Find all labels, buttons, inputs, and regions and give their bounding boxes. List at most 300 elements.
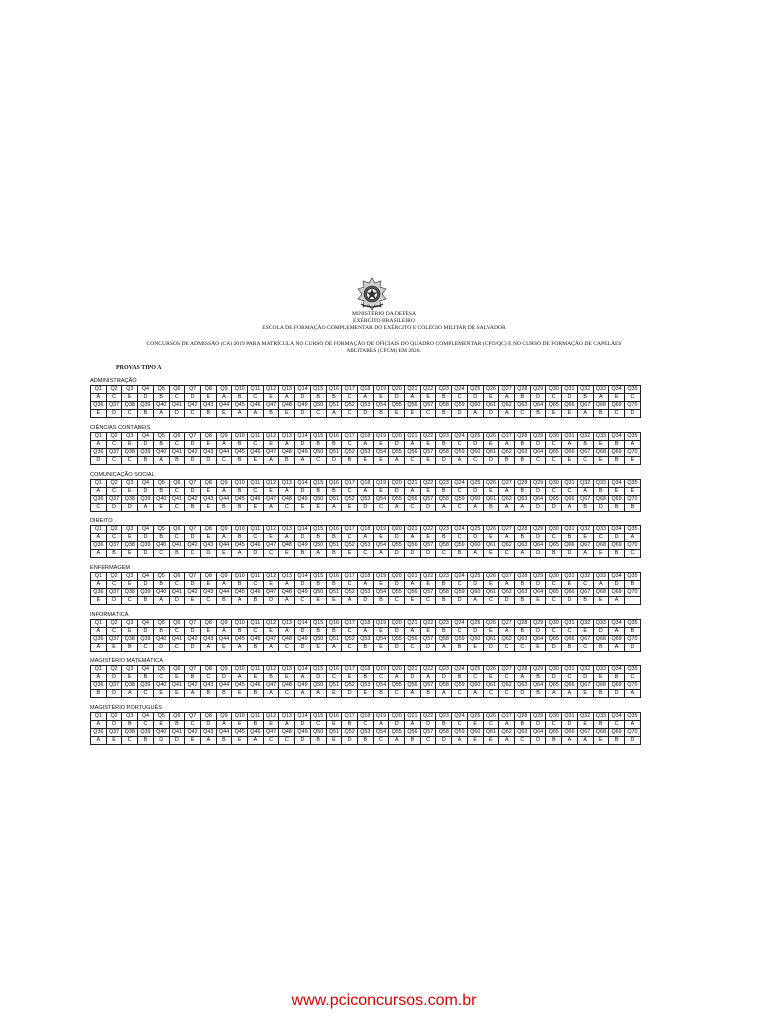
question-number-cell: Q70 (624, 682, 640, 690)
answer-cell: B (436, 721, 452, 729)
answer-cell: D (153, 737, 169, 745)
question-number-cell: Q44 (216, 589, 232, 597)
answer-cell: B (514, 597, 530, 605)
question-number-cell: Q19 (373, 386, 389, 394)
answer-cell: B (436, 394, 452, 402)
answer-row (91, 644, 641, 652)
question-number-cell: Q49 (295, 542, 311, 550)
answer-cell: E (263, 581, 279, 589)
question-number-cell: Q23 (436, 526, 452, 534)
question-number-cell: Q50 (310, 449, 326, 457)
question-number-cell: Q48 (279, 589, 295, 597)
question-number-cell: Q2 (106, 526, 122, 534)
answer-row (91, 457, 641, 465)
question-number-cell: Q64 (530, 682, 546, 690)
question-number-cell: Q4 (138, 480, 154, 488)
question-number-cell: Q67 (577, 729, 593, 737)
answer-cell: B (436, 581, 452, 589)
answer-cell: E (593, 737, 609, 745)
answer-cell: A (357, 628, 373, 636)
answer-cell: E (467, 644, 483, 652)
question-number-cell: Q66 (562, 589, 578, 597)
question-number-cell: Q55 (389, 589, 405, 597)
question-number-cell: Q67 (577, 542, 593, 550)
answer-cell: B (357, 674, 373, 682)
question-number-cell: Q50 (310, 496, 326, 504)
answer-cell: C (185, 550, 201, 558)
answer-cell: D (138, 550, 154, 558)
answer-cell: C (169, 628, 185, 636)
question-number-cell: Q50 (310, 402, 326, 410)
question-number-cell: Q54 (373, 682, 389, 690)
answer-cell: E (389, 410, 405, 418)
answer-cell: E (216, 410, 232, 418)
answer-cell: D (452, 597, 468, 605)
question-number-cell: Q46 (248, 589, 264, 597)
answer-cell: E (263, 441, 279, 449)
question-number-cell: Q35 (624, 480, 640, 488)
question-number-cell: Q11 (248, 480, 264, 488)
question-number-cell: Q13 (279, 713, 295, 721)
answer-cell: D (530, 628, 546, 636)
question-number-cell: Q24 (452, 573, 468, 581)
question-number-cell: Q12 (263, 526, 279, 534)
answer-cell: E (373, 441, 389, 449)
answer-cell: B (310, 581, 326, 589)
question-number-cell: Q11 (248, 620, 264, 628)
answer-cell: E (185, 597, 201, 605)
answer-cell: B (326, 488, 342, 496)
answer-cell: D (546, 504, 562, 512)
answer-cell: D (216, 674, 232, 682)
answer-cell: B (326, 441, 342, 449)
answer-cell: A (577, 488, 593, 496)
question-number-cell: Q1 (91, 713, 107, 721)
question-number-cell: Q4 (138, 620, 154, 628)
answer-cell: C (452, 690, 468, 698)
question-number-row (91, 480, 641, 488)
answer-grid (90, 619, 641, 652)
question-number-cell: Q60 (467, 636, 483, 644)
question-number-cell: Q36 (91, 542, 107, 550)
answer-cell: C (405, 644, 421, 652)
answer-cell: B (248, 644, 264, 652)
answer-cell: E (122, 674, 138, 682)
question-number-cell: Q33 (593, 433, 609, 441)
question-number-cell: Q19 (373, 666, 389, 674)
answer-cell: B (546, 737, 562, 745)
answer-cell: A (91, 550, 107, 558)
question-number-cell: Q6 (169, 526, 185, 534)
answer-cell: B (593, 690, 609, 698)
question-number-cell: Q29 (530, 620, 546, 628)
question-number-cell: Q20 (389, 666, 405, 674)
answer-cell: E (373, 581, 389, 589)
answer-cell: A (514, 674, 530, 682)
answer-cell: D (436, 674, 452, 682)
question-number-cell: Q36 (91, 449, 107, 457)
question-number-cell: Q20 (389, 620, 405, 628)
question-number-cell: Q38 (122, 636, 138, 644)
answer-cell: C (169, 644, 185, 652)
answer-cell: B (593, 410, 609, 418)
question-number-cell: Q37 (106, 402, 122, 410)
question-number-cell: Q37 (106, 636, 122, 644)
question-number-cell: Q54 (373, 636, 389, 644)
question-number-cell: Q33 (593, 386, 609, 394)
answer-cell: B (122, 644, 138, 652)
answer-cell: A (263, 457, 279, 465)
question-number-cell: Q14 (295, 526, 311, 534)
answer-cell: B (310, 737, 326, 745)
answer-cell: B (609, 550, 625, 558)
question-number-cell: Q13 (279, 386, 295, 394)
answer-cell: E (342, 674, 358, 682)
question-number-cell: Q38 (122, 589, 138, 597)
question-number-cell: Q63 (514, 636, 530, 644)
answer-cell: B (514, 457, 530, 465)
answer-cell: C (389, 690, 405, 698)
answer-cell: A (389, 504, 405, 512)
question-number-cell: Q45 (232, 402, 248, 410)
question-number-cell: Q42 (185, 682, 201, 690)
answer-cell: B (169, 721, 185, 729)
answer-cell: E (593, 550, 609, 558)
question-number-cell: Q44 (216, 682, 232, 690)
answer-cell: D (420, 504, 436, 512)
question-number-cell: Q10 (232, 433, 248, 441)
question-number-row (91, 682, 641, 690)
question-number-cell: Q53 (357, 496, 373, 504)
question-number-cell: Q11 (248, 666, 264, 674)
question-number-cell: Q36 (91, 402, 107, 410)
answer-cell: A (577, 737, 593, 745)
question-number-cell: Q62 (499, 496, 515, 504)
question-number-cell: Q46 (248, 496, 264, 504)
question-number-cell: Q10 (232, 713, 248, 721)
answer-cell: C (483, 690, 499, 698)
question-number-cell: Q60 (467, 402, 483, 410)
answer-cell: C (342, 410, 358, 418)
answer-cell: D (389, 441, 405, 449)
answer-cell: E (624, 488, 640, 496)
answer-cell: E (373, 488, 389, 496)
answer-cell: B (216, 737, 232, 745)
question-number-row (91, 496, 641, 504)
answer-cell: D (467, 581, 483, 589)
answer-cell: A (216, 394, 232, 402)
answer-cell: B (153, 441, 169, 449)
answer-cell: C (624, 674, 640, 682)
answer-cell: C (357, 550, 373, 558)
question-number-cell: Q8 (200, 433, 216, 441)
question-number-cell: Q27 (499, 433, 515, 441)
question-number-cell: Q21 (405, 573, 421, 581)
answer-row (91, 628, 641, 636)
answer-cell: D (389, 721, 405, 729)
question-number-cell: Q23 (436, 620, 452, 628)
answer-cell: D (609, 534, 625, 542)
answer-cell: A (91, 628, 107, 636)
answer-cell: C (373, 504, 389, 512)
answer-cell: B (310, 441, 326, 449)
footer-website-link[interactable]: www.pciconcursos.com.br (291, 992, 477, 1009)
question-number-cell: Q55 (389, 682, 405, 690)
question-number-cell: Q58 (436, 636, 452, 644)
question-number-cell: Q12 (263, 480, 279, 488)
answer-cell: C (279, 690, 295, 698)
answer-cell: E (106, 737, 122, 745)
question-number-cell: Q69 (609, 682, 625, 690)
question-number-cell: Q20 (389, 386, 405, 394)
answer-cell: E (530, 597, 546, 605)
question-number-cell: Q2 (106, 573, 122, 581)
question-number-cell: Q48 (279, 682, 295, 690)
question-number-cell: Q28 (514, 620, 530, 628)
answer-cell: A (405, 581, 421, 589)
question-number-cell: Q17 (342, 433, 358, 441)
answer-cell: A (342, 597, 358, 605)
question-number-cell: Q36 (91, 496, 107, 504)
question-number-cell: Q9 (216, 526, 232, 534)
question-number-cell: Q47 (263, 496, 279, 504)
answer-cell: C (452, 581, 468, 589)
answer-cell: D (389, 550, 405, 558)
question-number-cell: Q12 (263, 573, 279, 581)
answer-cell: D (436, 737, 452, 745)
answer-row (91, 410, 641, 418)
question-number-cell: Q52 (342, 729, 358, 737)
question-number-cell: Q1 (91, 526, 107, 534)
question-number-cell: Q50 (310, 729, 326, 737)
question-number-cell: Q39 (138, 542, 154, 550)
answer-cell: A (373, 550, 389, 558)
answer-cell: E (357, 457, 373, 465)
answer-cell: A (200, 737, 216, 745)
answer-cell: A (91, 441, 107, 449)
answer-cell: A (91, 644, 107, 652)
answer-cell: B (232, 457, 248, 465)
answer-cell: B (420, 690, 436, 698)
question-number-cell: Q9 (216, 713, 232, 721)
answer-cell: A (624, 534, 640, 542)
answer-cell: D (138, 488, 154, 496)
question-number-cell: Q8 (200, 386, 216, 394)
answer-cell: B (373, 410, 389, 418)
question-number-cell: Q48 (279, 496, 295, 504)
answer-cell: E (326, 690, 342, 698)
answer-cell: C (452, 394, 468, 402)
answer-cell: E (577, 690, 593, 698)
answer-row (91, 721, 641, 729)
question-number-cell: Q1 (91, 480, 107, 488)
question-number-cell: Q32 (577, 386, 593, 394)
question-number-cell: Q3 (122, 433, 138, 441)
question-number-cell: Q49 (295, 729, 311, 737)
answer-cell: B (530, 410, 546, 418)
answer-cell: D (138, 534, 154, 542)
question-number-cell: Q17 (342, 666, 358, 674)
answer-cell: D (185, 628, 201, 636)
answer-cell: D (248, 550, 264, 558)
question-number-row (91, 542, 641, 550)
question-number-cell: Q60 (467, 496, 483, 504)
question-number-cell: Q65 (546, 589, 562, 597)
question-number-cell: Q41 (169, 589, 185, 597)
answer-cell: A (91, 674, 107, 682)
answer-cell: A (420, 674, 436, 682)
answer-cell: C (562, 488, 578, 496)
question-number-cell: Q18 (357, 573, 373, 581)
question-number-cell: Q59 (452, 496, 468, 504)
question-number-cell: Q43 (200, 449, 216, 457)
question-number-cell: Q66 (562, 449, 578, 457)
question-number-cell: Q39 (138, 682, 154, 690)
answer-cell: D (530, 504, 546, 512)
answer-cell: C (279, 644, 295, 652)
section-title: COMUNICAÇÃO SOCIAL (90, 472, 155, 478)
question-number-cell: Q64 (530, 496, 546, 504)
question-number-cell: Q62 (499, 589, 515, 597)
answer-cell: D (499, 597, 515, 605)
question-number-cell: Q12 (263, 386, 279, 394)
question-number-cell: Q26 (483, 620, 499, 628)
question-number-cell: Q4 (138, 666, 154, 674)
question-number-cell: Q68 (593, 636, 609, 644)
question-number-cell: Q5 (153, 573, 169, 581)
answer-cell: D (106, 410, 122, 418)
answer-cell: E (483, 628, 499, 636)
question-number-cell: Q27 (499, 526, 515, 534)
answer-cell: A (577, 550, 593, 558)
answer-cell: B (153, 581, 169, 589)
question-number-cell: Q53 (357, 682, 373, 690)
question-number-cell: Q32 (577, 433, 593, 441)
section-title: CIÊNCIAS CONTÁBEIS (90, 425, 151, 431)
answer-cell: D (185, 581, 201, 589)
answer-cell: E (420, 457, 436, 465)
answer-cell: B (248, 597, 264, 605)
question-number-cell: Q14 (295, 386, 311, 394)
answer-cell: C (200, 674, 216, 682)
answer-cell: E (483, 441, 499, 449)
question-number-cell: Q65 (546, 402, 562, 410)
question-number-cell: Q67 (577, 496, 593, 504)
answer-cell: C (342, 644, 358, 652)
answer-cell: E (420, 441, 436, 449)
answer-cell: A (279, 534, 295, 542)
question-number-cell: Q17 (342, 573, 358, 581)
answer-cell: D (389, 581, 405, 589)
question-number-cell: Q63 (514, 682, 530, 690)
answer-cell: D (295, 441, 311, 449)
question-number-cell: Q58 (436, 729, 452, 737)
question-number-cell: Q55 (389, 496, 405, 504)
answer-cell: B (153, 488, 169, 496)
answer-cell: D (342, 690, 358, 698)
question-number-cell: Q40 (153, 402, 169, 410)
question-number-cell: Q61 (483, 542, 499, 550)
answer-cell: A (216, 441, 232, 449)
answer-cell: A (499, 441, 515, 449)
question-number-cell: Q35 (624, 713, 640, 721)
answer-cell: C (310, 457, 326, 465)
question-number-cell: Q24 (452, 713, 468, 721)
answer-cell: A (122, 690, 138, 698)
answer-cell: A (91, 488, 107, 496)
answer-cell: D (405, 550, 421, 558)
question-number-cell: Q19 (373, 713, 389, 721)
question-number-cell: Q6 (169, 480, 185, 488)
answer-cell: D (546, 644, 562, 652)
answer-cell: D (389, 644, 405, 652)
answer-cell: C (609, 410, 625, 418)
question-number-cell: Q17 (342, 620, 358, 628)
answer-cell: B (514, 721, 530, 729)
answer-cell: B (310, 394, 326, 402)
question-number-cell: Q59 (452, 682, 468, 690)
answer-cell: E (248, 457, 264, 465)
question-number-cell: Q3 (122, 666, 138, 674)
answer-cell: C (106, 394, 122, 402)
question-number-cell: Q56 (405, 542, 421, 550)
answer-cell: D (467, 534, 483, 542)
question-number-cell: Q54 (373, 449, 389, 457)
question-number-cell: Q51 (326, 542, 342, 550)
answer-cell: E (279, 410, 295, 418)
question-number-cell: Q13 (279, 573, 295, 581)
answer-cell: E (248, 504, 264, 512)
question-number-cell: Q26 (483, 386, 499, 394)
answer-cell: C (279, 504, 295, 512)
answer-cell: A (91, 534, 107, 542)
question-number-cell: Q14 (295, 620, 311, 628)
answer-cell: E (357, 690, 373, 698)
answer-grid (90, 525, 641, 558)
question-number-cell: Q47 (263, 729, 279, 737)
answer-cell: B (577, 394, 593, 402)
answer-cell: D (295, 410, 311, 418)
answer-cell: D (185, 441, 201, 449)
question-number-cell: Q22 (420, 713, 436, 721)
answer-cell: D (138, 628, 154, 636)
question-number-cell: Q68 (593, 542, 609, 550)
answer-cell: C (342, 394, 358, 402)
section-title: MAGISTÉRIO MATEMÁTICA (90, 658, 163, 664)
answer-cell: C (546, 457, 562, 465)
answer-cell: A (467, 690, 483, 698)
question-number-cell: Q26 (483, 480, 499, 488)
answer-section (90, 518, 641, 558)
question-number-cell: Q7 (185, 386, 201, 394)
answer-cell: E (483, 488, 499, 496)
answer-cell: D (483, 457, 499, 465)
question-number-cell: Q10 (232, 573, 248, 581)
question-number-cell: Q6 (169, 666, 185, 674)
answer-cell: B (593, 488, 609, 496)
question-number-cell: Q16 (326, 386, 342, 394)
answer-cell: E (263, 534, 279, 542)
answer-cell: E (200, 504, 216, 512)
answer-cell: E (169, 674, 185, 682)
answer-cell: C (593, 534, 609, 542)
answer-cell: A (310, 690, 326, 698)
answer-cell: B (200, 690, 216, 698)
question-number-cell: Q57 (420, 729, 436, 737)
question-number-cell: Q31 (562, 526, 578, 534)
question-number-cell: Q20 (389, 480, 405, 488)
answer-cell: A (91, 737, 107, 745)
